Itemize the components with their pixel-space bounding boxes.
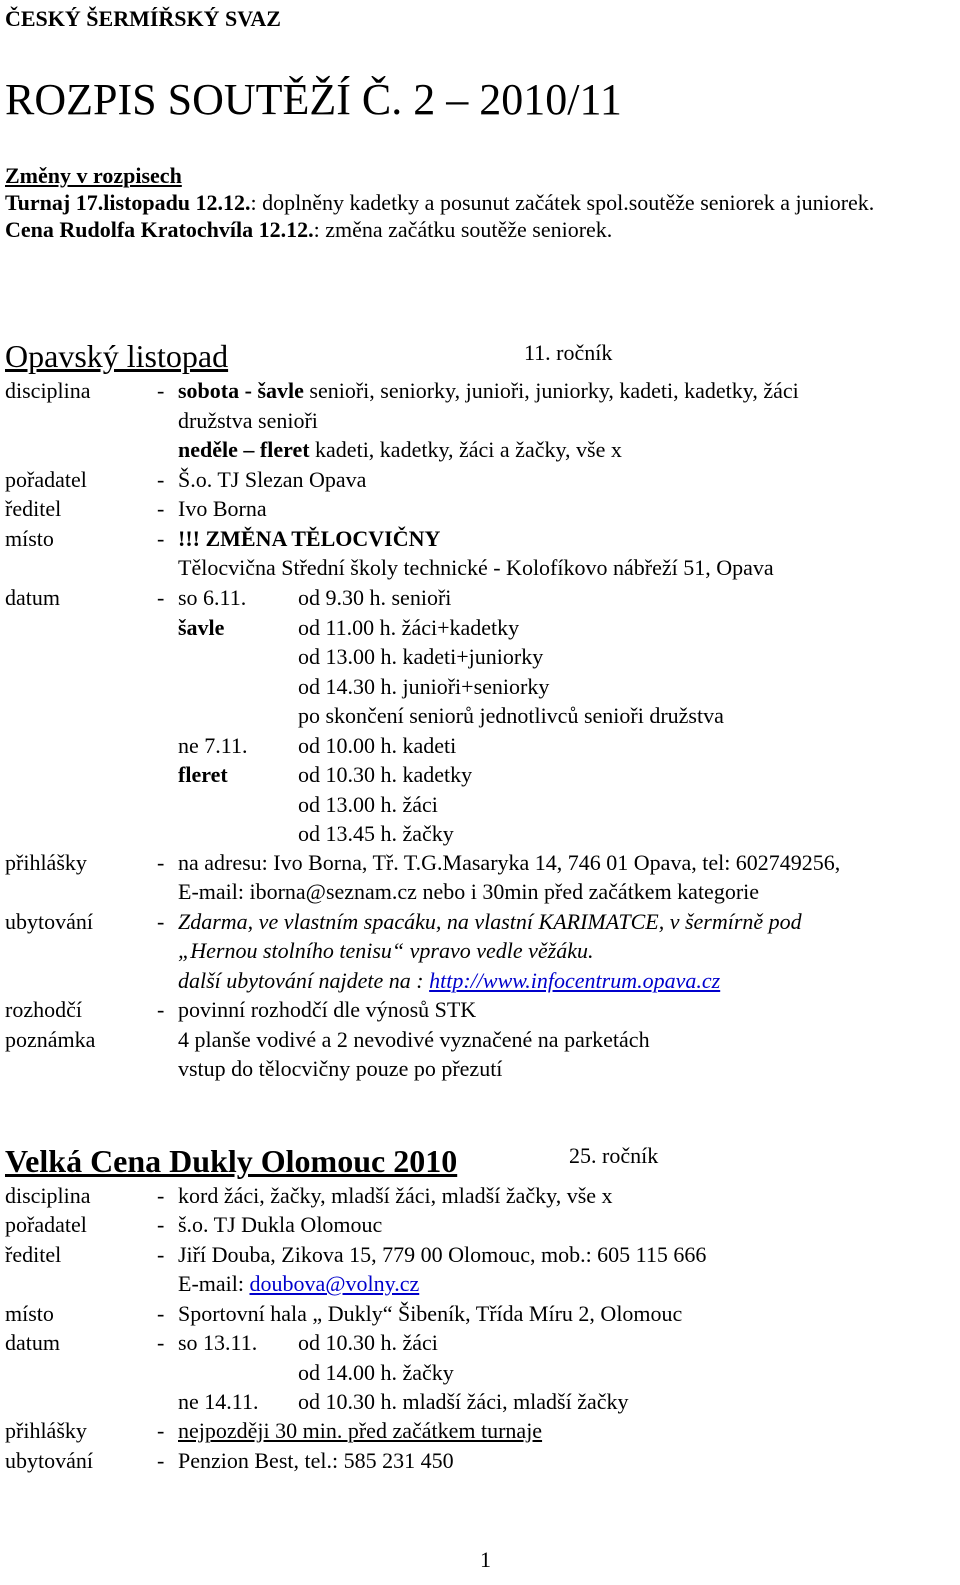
value-dukla-poradatel: š.o. TJ Dukla Olomouc [178,1212,383,1237]
row-poznamka [0,1025,960,1055]
row-prihlasky [0,848,960,878]
value-dukla-prihlasky: nejpozději 30 min. před začátkem turnaje [178,1418,543,1443]
row-dukla-disciplina [0,1181,960,1211]
schedule-row [0,731,960,761]
schedule-row [0,642,960,672]
row-ubytovani-3 [0,966,960,996]
value-misto-notice: !!! ZMĚNA TĚLOCVIČNY [178,526,441,551]
label-poradatel: pořadatel [5,1212,87,1237]
disc-saturday [178,376,799,406]
disc-saturday-weapon: sobota - šavle [178,378,304,403]
row-dukla-poradatel [0,1210,960,1240]
value-poznamka-2: vstup do tělocvičny pouze po přezutí [178,1056,503,1081]
schedule-day: ne 14.11. [178,1389,259,1414]
change-item-2-title: Cena Rudolfa Kratochvíla 12.12. [5,217,314,242]
dash: - [157,1418,165,1443]
dash: - [157,526,165,551]
change-item-1-title: Turnaj 17.listopadu 12.12. [5,190,251,215]
schedule-day: ne 7.11. [178,732,248,758]
disc-sunday-weapon: neděle – fleret [178,437,310,462]
value-poradatel: Š.o. TJ Slezan Opava [178,467,367,492]
label-reditel: ředitel [5,496,62,521]
schedule-row [0,583,960,613]
value-dukla-email [178,1269,419,1299]
schedule-time: od 11.00 h. žáci+kadetky [298,614,520,640]
row-dukla-prihlasky [0,1416,960,1446]
schedule-row [0,672,960,702]
schedule-row [0,701,960,731]
value-prihlasky-email: E-mail: iborna@seznam.cz nebo i 30min před začátkem kategorie [178,879,760,904]
dash: - [157,1330,165,1355]
label-poradatel: pořadatel [5,467,87,492]
section-title-dukla: Velká Cena Dukly Olomouc 2010 [5,1143,458,1179]
changes-heading: Změny v rozpisech [5,163,182,188]
schedule-time: od 14.00 h. žačky [298,1359,454,1385]
schedule-time: od 14.30 h. junioři+seniorky [298,673,550,699]
row-poznamka-2 [0,1054,960,1084]
dash: - [157,1301,165,1326]
dukla-email-link[interactable]: doubova@volny.cz [249,1271,420,1296]
row-reditel [0,494,960,524]
ubytovani-more-text: další ubytování najdete na : [178,968,430,993]
row-ubytovani-2 [0,936,960,966]
organization-name: ČESKÝ ŠERMÍŘSKÝ SVAZ [5,6,281,31]
dash: - [157,496,165,521]
schedule-row [0,1387,960,1417]
schedule-row [0,819,960,849]
value-ubytovani-location: „Hernou stolního tenisu“ vpravo vedle věžáku. [178,938,594,963]
label-prihlasky: přihlášky [5,1418,87,1443]
email-label: E-mail: [178,1271,250,1296]
infocentrum-link[interactable]: http://www.infocentrum.opava.cz [429,968,721,993]
dash: - [157,1242,165,1267]
value-rozhodci: povinní rozhodčí dle výnosů STK [178,997,477,1022]
change-item-1-text: : doplněny kadetky a posunut začátek spol.soutěže seniorek a juniorek. [250,190,875,215]
changes-section [5,162,955,243]
dash: - [157,585,165,610]
dash: - [157,1212,165,1237]
row-dukla-misto [0,1299,960,1329]
change-item-2 [5,216,955,243]
schedule-time: od 9.30 h. senioři [298,585,452,610]
schedule-time: od 13.45 h. žačky [298,821,454,846]
label-disciplina: disciplina [5,1183,91,1208]
page-number: 1 [480,1547,491,1572]
schedule-day: šavle [178,614,225,640]
label-misto: místo [5,1301,54,1326]
page-title: ROZPIS SOUTĚŽÍ Č. 2 – 2010/11 [5,75,622,124]
schedule-day: so 13.11. [178,1330,258,1355]
schedule-time: od 10.30 h. žáci [298,1330,438,1355]
label-poznamka: poznámka [5,1027,96,1052]
schedule-day: so 6.11. [178,585,247,610]
schedule-time: od 10.30 h. kadetky [298,762,473,787]
dash: - [157,909,165,934]
dash: - [157,850,165,875]
dash: - [157,1183,165,1208]
schedule-time: od 10.30 h. mladší žáci, mladší žačky [298,1389,629,1414]
disc-sunday-categories: kadeti, kadetky, žáci a žačky, vše x [309,437,622,462]
dash: - [157,997,165,1022]
section-title-opava: Opavský listopad [5,338,229,374]
edition-opava: 11. ročník [524,340,613,365]
row-misto-2 [0,553,960,583]
schedule-time: od 10.00 h. kadeti [298,732,457,758]
row-disciplina-2 [0,406,960,436]
value-dukla-ubytovani: Penzion Best, tel.: 585 231 450 [178,1448,454,1473]
label-rozhodci: rozhodčí [5,997,82,1022]
schedule-time: od 13.00 h. žáci [298,791,438,817]
label-ubytovani: ubytování [5,1448,93,1473]
row-disciplina [0,376,960,406]
label-datum: datum [5,1330,60,1355]
edition-dukla: 25. ročník [569,1143,659,1168]
label-ubytovani: ubytování [5,909,93,934]
schedule-day: fleret [178,762,228,787]
label-misto: místo [5,526,54,551]
value-poznamka: 4 planše vodivé a 2 nevodivé vyznačené na parketách [178,1027,650,1052]
schedule-row [0,790,960,820]
row-dukla-reditel [0,1240,960,1270]
schedule-time: od 13.00 h. kadeti+juniorky [298,644,544,669]
schedule-time: po skončení seniorů jednotlivců senioři družstva [298,703,724,728]
row-misto [0,524,960,554]
value-ubytovani-more [178,966,720,996]
value-reditel: Ivo Borna [178,496,267,521]
row-poradatel [0,465,960,495]
dash: - [157,467,165,492]
disc-sunday [178,435,622,465]
row-rozhodci [0,995,960,1025]
value-dukla-reditel: Jiří Douba, Zikova 15, 779 00 Olomouc, mob.: 605 115 666 [178,1242,707,1267]
schedule-row [0,760,960,790]
label-datum: datum [5,585,60,610]
value-misto-address: Tělocvična Střední školy technické - Kolofíkovo nábřeží 51, Opava [178,555,774,580]
dash: - [157,378,165,403]
row-dukla-ubytovani [0,1446,960,1476]
disc-saturday-categories: senioři, seniorky, junioři, juniorky, kadeti, kadetky, žáci [303,378,799,403]
value-dukla-misto: Sportovní hala „ Dukly“ Šibeník, Třída Míru 2, Olomouc [178,1301,683,1326]
disc-saturday-teams: družstva senioři [178,408,318,433]
schedule-row [0,613,960,643]
row-disciplina-3 [0,435,960,465]
row-ubytovani [0,907,960,937]
change-item-1 [5,189,955,216]
change-item-2-text: : změna začátku soutěže seniorek. [313,217,613,242]
row-prihlasky-2 [0,877,960,907]
label-disciplina: disciplina [5,378,91,403]
value-prihlasky: na adresu: Ivo Borna, Tř. T.G.Masaryka 14, 746 01 Opava, tel: 602749256, [178,850,841,875]
label-prihlasky: přihlášky [5,850,87,875]
row-dukla-email [0,1269,960,1299]
schedule-row [0,1328,960,1358]
value-dukla-disciplina: kord žáci, žačky, mladší žáci, mladší žačky, vše x [178,1183,613,1208]
value-ubytovani: Zdarma, ve vlastním spacáku, na vlastní KARIMATCE, v šermírně pod [178,909,802,934]
label-reditel: ředitel [5,1242,62,1267]
schedule-row [0,1358,960,1388]
dash: - [157,1448,165,1473]
